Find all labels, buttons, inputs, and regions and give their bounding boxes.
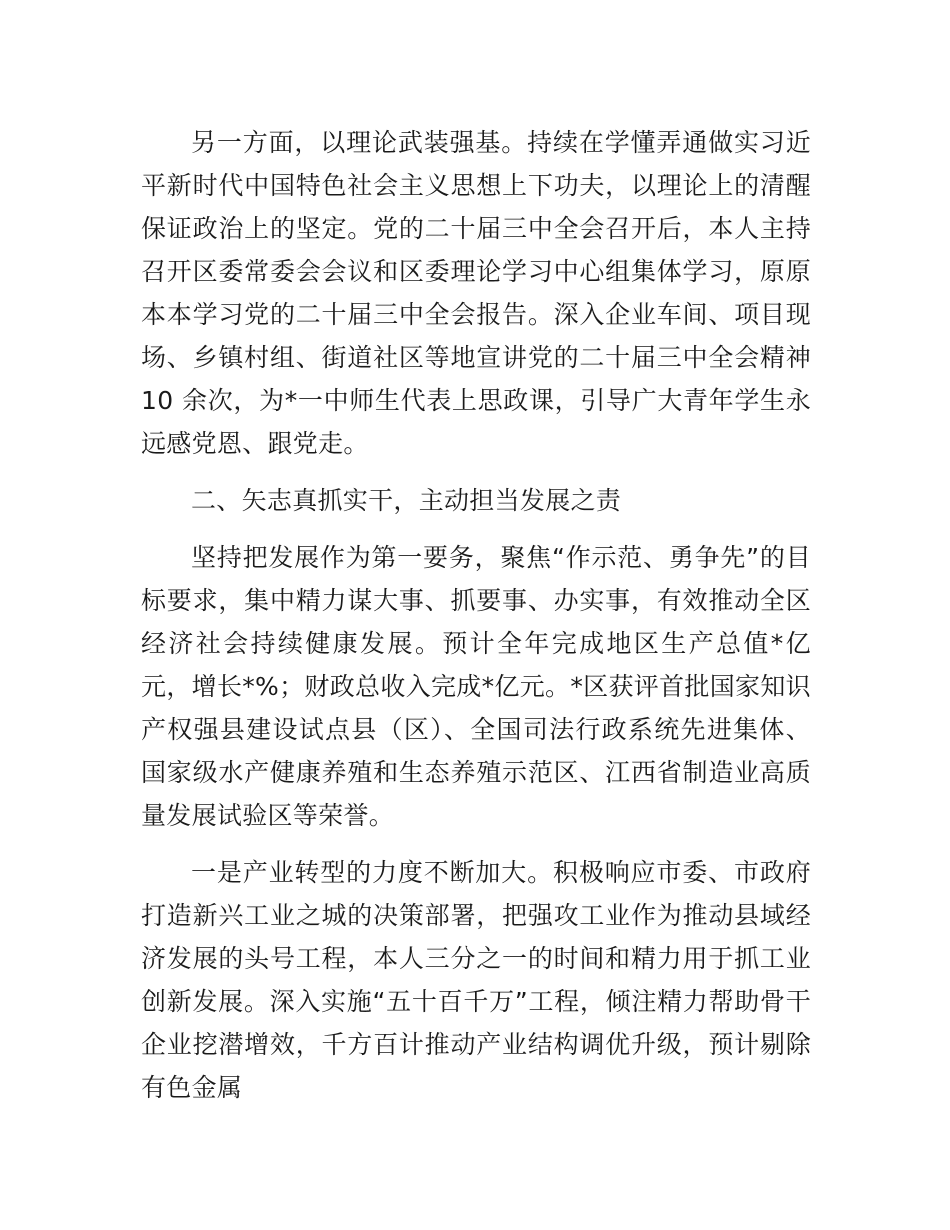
paragraph-theory: 另一方面，以理论武装强基。持续在学懂弄通做实习近平新时代中国特色社会主义思想上下功夫，以理论上的清醒保证政治上的坚定。党的二十届三中全会召开后，本人主持召开区委常委会会议和区委理论学习中心组集体学习，原原本本学习党的二十届三中全会报告。深入企业车间、项目现场、乡镇村组、街道社区等地宣讲党的二十届三中全会精神 10 余次，为*一中师生代表上思政课，引导广大青年学生永远感党恩、跟党走。	[141, 128, 811, 458]
paragraph-development: 坚持把发展作为第一要务，聚焦“作示范、勇争先”的目标要求，集中精力谋大事、抓要事、办实事，有效推动全区经济社会持续健康发展。预计全年完成地区生产总值*亿元，增长*%；财政总收入完成*亿元。*区获评首批国家知识产权强县建设试点县（区）、全国司法行政系统先进集体、国家级水产健康养殖和生态养殖示范区、江西省制造业高质量发展试验区等荣誉。	[141, 543, 811, 830]
section-heading-development: 二、矢志真抓实干，主动担当发展之责	[191, 486, 622, 515]
document-body	[141, 121, 811, 1109]
paragraph-spacer	[141, 837, 811, 851]
paragraph-industry: 一是产业转型的力度不断加大。积极响应市委、市政府打造新兴工业之城的决策部署，把强攻工业作为推动县域经济发展的头号工程，本人三分之一的时间和精力用于抓工业创新发展。深入实施“五十百千万”工程，倾注精力帮助骨干企业挖潜增效，千方百计推动产业结构调优升级，预计剔除有色金属	[141, 858, 811, 1102]
